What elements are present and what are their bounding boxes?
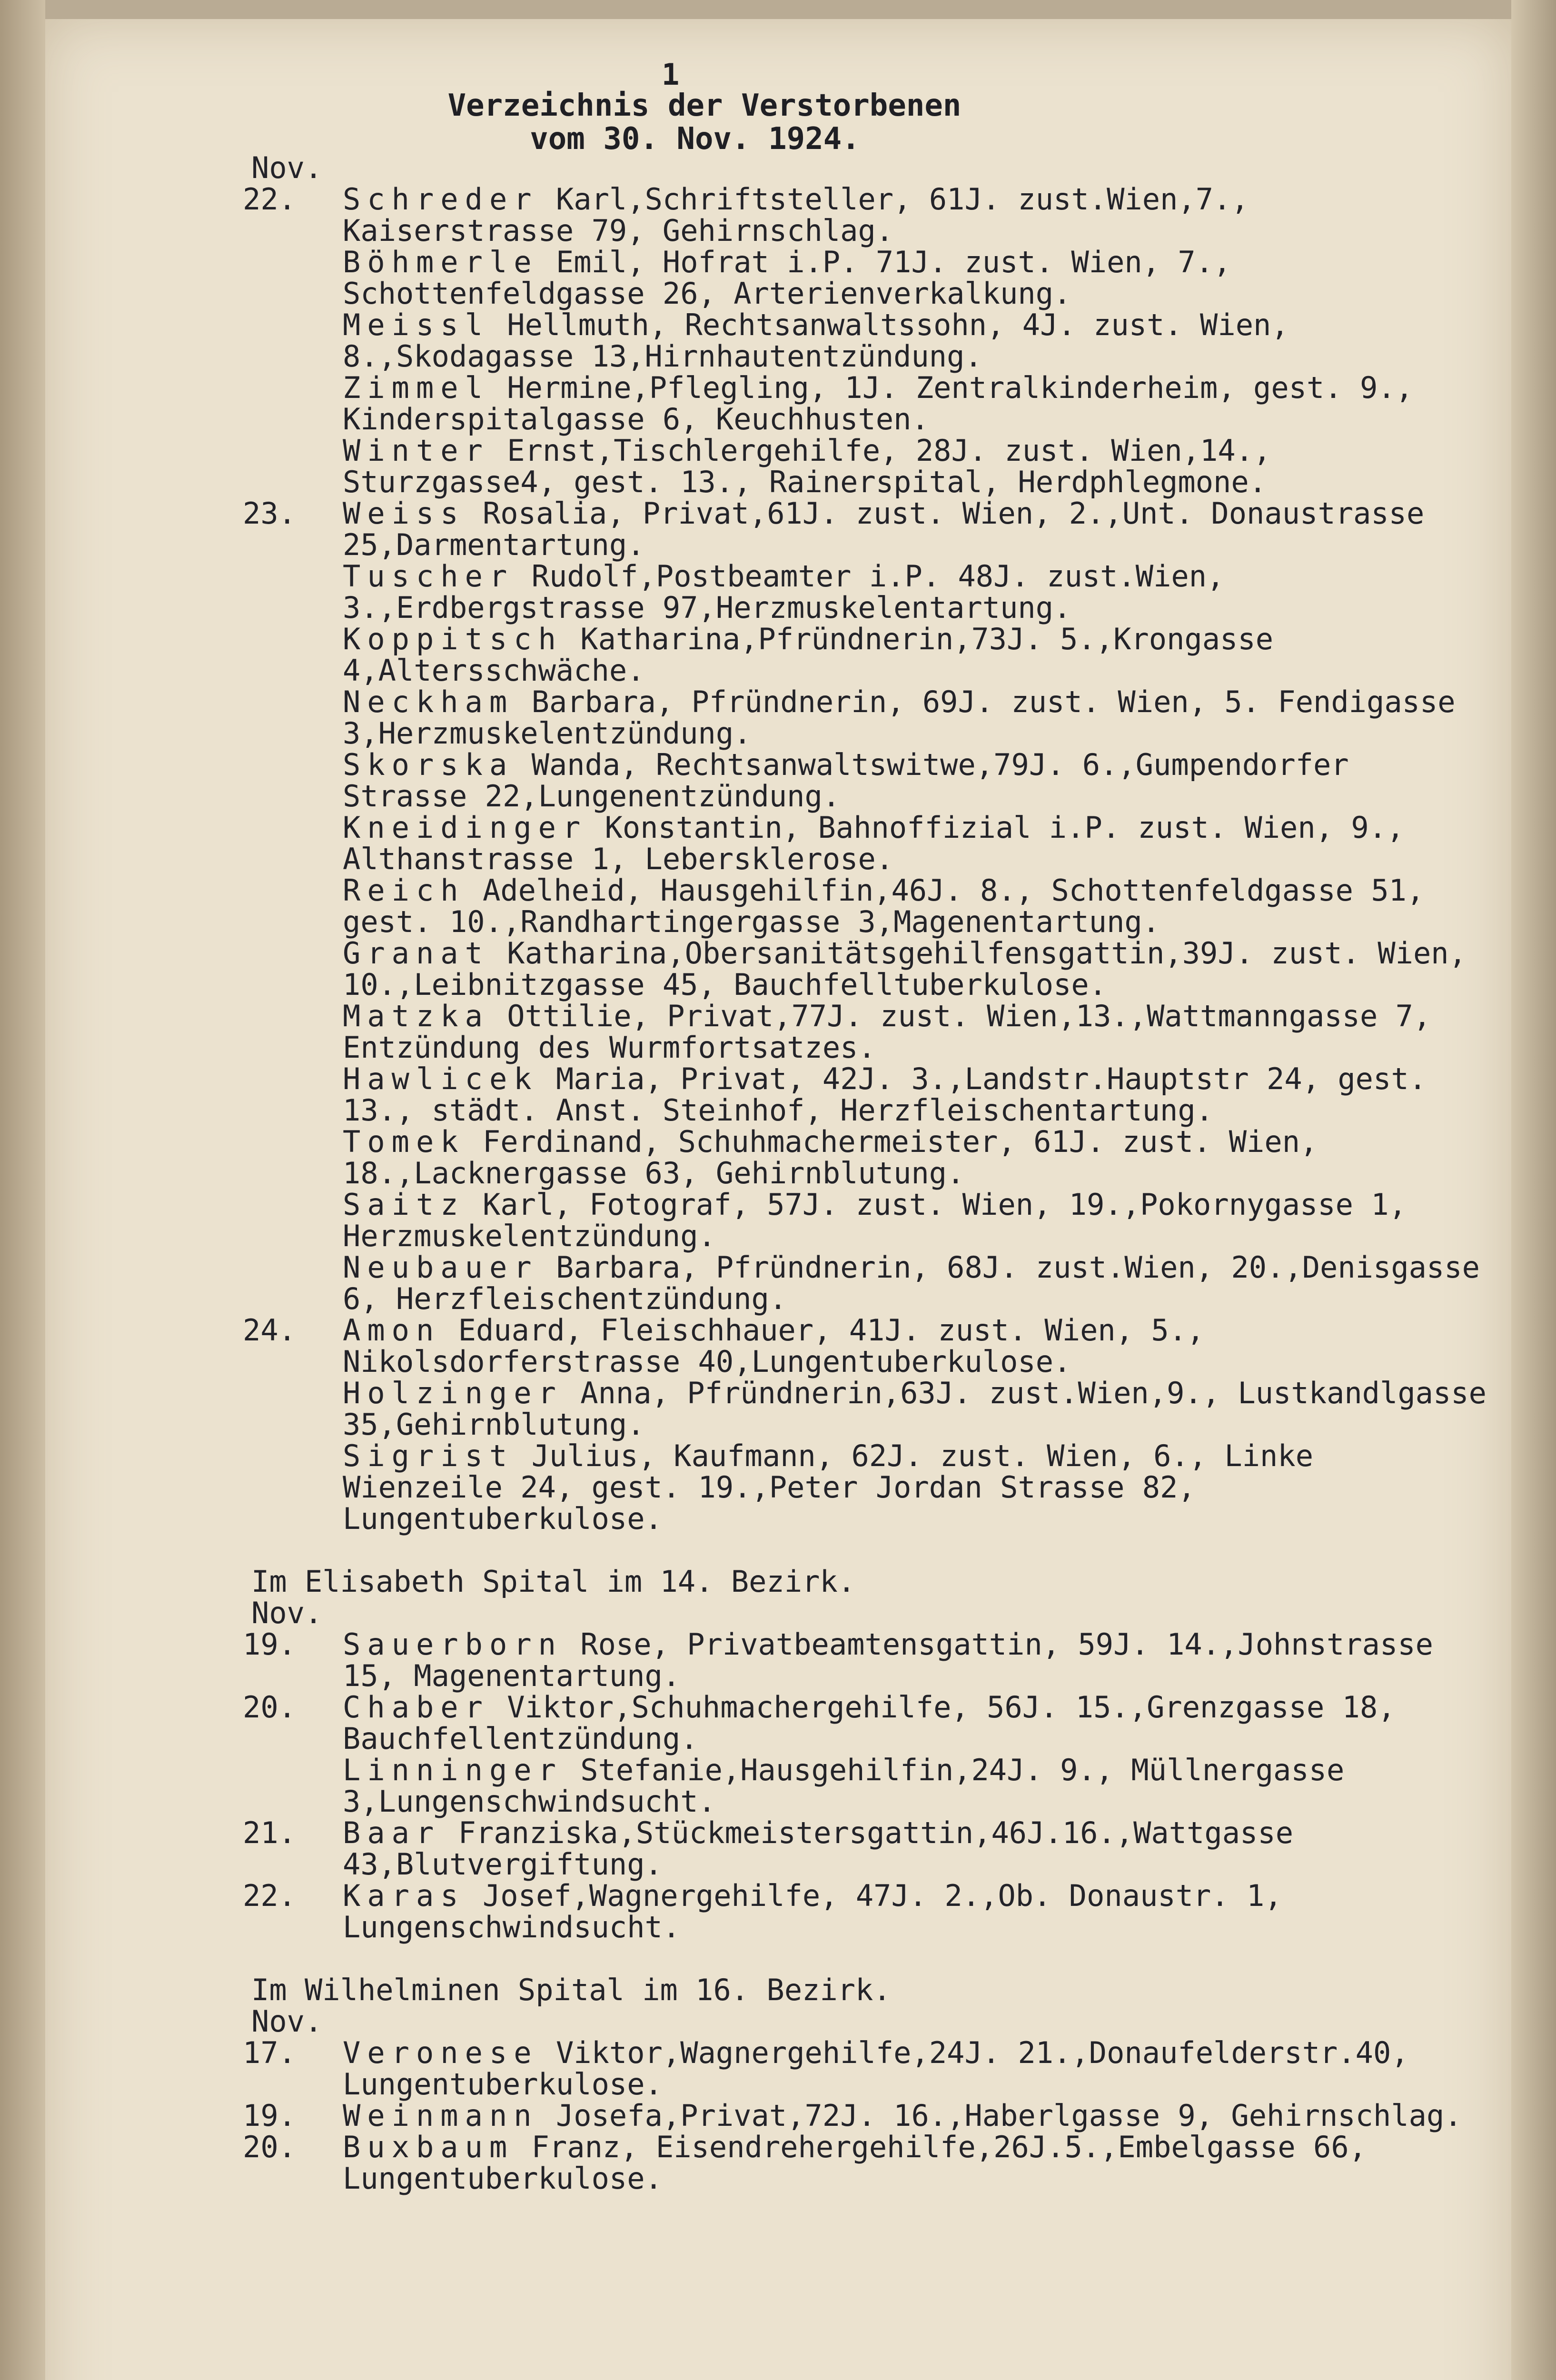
entry-date: 17. (243, 2035, 296, 2070)
register-entry (252, 1440, 1490, 1535)
section-spacer (252, 1535, 1490, 1566)
death-register (243, 150, 1505, 2196)
month-label: Nov. (251, 150, 323, 185)
entry-surname: Linninger (343, 1753, 563, 1787)
register-entry (243, 2098, 1490, 2133)
entry-surname: Weiss (343, 496, 465, 531)
register-entry (243, 496, 1490, 562)
entry-date: 24. (243, 1313, 296, 1348)
register-entry (243, 182, 1490, 248)
entry-details: Eduard, Fleischhauer, 41J. zust. Wien, 5., Nikolsdorferstrasse 40,Lungentuberkulose. (343, 1313, 1222, 1379)
entry-surname: Baar (343, 1815, 441, 1850)
entry-details: Anna, Pfründnerin,63J. zust.Wien,9., Lustkandlgasse 35,Gehirnblutung. (343, 1376, 1505, 1442)
entry-details: Viktor,Schuhmachergehilfe, 56J. 15.,Grenzgasse 18, Bauchfellentzündung. (343, 1690, 1413, 1756)
entry-details: Katharina,Obersanitätsgehilfensgattin,39J. zust. Wien, 10.,Leibnitzgasse 45, Bauchfelltuberkulose. (343, 936, 1485, 1002)
register-entry (252, 749, 1490, 812)
page-subtitle: vom 30. Nov. 1924. (530, 121, 860, 157)
entry-details: Katharina,Pfründnerin,73J. 5.,Krongasse 4,Altersschwäche. (343, 622, 1291, 688)
entry-surname: Holzinger (343, 1376, 563, 1410)
entry-date: 19. (243, 2098, 296, 2133)
register-entry (252, 1063, 1490, 1126)
register-entry (252, 372, 1490, 435)
entry-date: 20. (243, 1690, 296, 1725)
entry-surname: Amon (343, 1313, 441, 1348)
entry-details: Stefanie,Hausgehilfin,24J. 9., Müllnergasse 3,Lungenschwindsucht. (343, 1753, 1362, 1819)
register-entry (252, 435, 1490, 498)
register-entry (252, 1376, 1505, 1442)
register-entry (252, 1001, 1490, 1063)
register-entry (243, 1627, 1490, 1693)
entry-date: 23. (243, 496, 296, 531)
section-heading: Im Elisabeth Spital im 14. Bezirk. (251, 1564, 856, 1599)
entry-surname: Schreder (343, 182, 538, 217)
section-spacer (252, 1943, 1490, 1974)
register-section (243, 1535, 1490, 1944)
entry-surname: Skorska (343, 747, 514, 782)
register-entry (243, 2035, 1490, 2102)
register-section (243, 1943, 1490, 2196)
entry-surname: Sigrist (343, 1438, 514, 1473)
entry-details: Adelheid, Hausgehilfin,46J. 8., Schottenfeldgasse 51, gest. 10.,Randhartingergasse 3,Magenentartung. (343, 873, 1442, 939)
register-entry (243, 1313, 1490, 1379)
entry-surname: Zimmel (343, 370, 489, 405)
entry-details: Emil, Hofrat i.P. 71J. zust. Wien, 7., Schottenfeldgasse 26, Arterienverkalkung. (343, 245, 1249, 311)
entry-surname: Winter (343, 433, 489, 468)
register-entry (252, 1189, 1490, 1252)
entry-details: Josef,Wagnergehilfe, 47J. 2.,Ob. Donaustr. 1, Lungenschwindsucht. (343, 1878, 1300, 1944)
entry-surname: Veronese (343, 2035, 538, 2070)
section-heading: Im Wilhelminen Spital im 16. Bezirk. (251, 1973, 891, 2007)
entry-details: Maria, Privat, 42J. 3.,Landstr.Hauptstr 24, gest. 13., städt. Anst. Steinhof, Herzfleischentartung. (343, 1061, 1445, 1128)
entry-surname: Koppitsch (343, 622, 563, 656)
entry-details: Karl,Schriftsteller, 61J. zust.Wien,7., Kaiserstrasse 79, Gehirnschlag. (343, 182, 1267, 248)
entry-details: Hellmuth, Rechtsanwaltssohn, 4J. zust. Wien, 8.,Skodagasse 13,Hirnhautentzündung. (343, 307, 1307, 374)
register-entry (252, 624, 1490, 686)
register-entry (252, 1126, 1490, 1189)
entry-surname: Neubauer (343, 1250, 538, 1285)
entry-surname: Matzka (343, 999, 489, 1033)
entry-details: Karl, Fotograf, 57J. zust. Wien, 19.,Pokornygasse 1, Herzmuskelentzündung. (343, 1187, 1425, 1253)
register-entry (252, 247, 1490, 309)
entry-surname: Tomek (343, 1124, 465, 1159)
entry-surname: Sauerborn (343, 1627, 563, 1662)
entry-details: Franziska,Stückmeistersgattin,46J.16.,Wattgasse 43,Blutvergiftung. (343, 1815, 1311, 1882)
entry-details: Rosalia, Privat,61J. zust. Wien, 2.,Unt. Donaustrasse 25,Darmentartung. (343, 496, 1442, 562)
page-number: 1 (662, 57, 680, 92)
entry-surname: Karas (343, 1878, 465, 1913)
entry-details: Rose, Privatbeamtensgattin, 59J. 14.,Johnstrasse 15, Magenentartung. (343, 1627, 1451, 1693)
entry-surname: Reich (343, 873, 465, 908)
register-entry (252, 812, 1490, 875)
entry-details: Konstantin, Bahnoffizial i.P. zust. Wien, 9., Althanstrasse 1, Lebersklerose. (343, 810, 1422, 876)
entry-date: 19. (243, 1627, 296, 1662)
entry-surname: Böhmerle (343, 245, 538, 279)
entry-details: Ferdinand, Schuhmachermeister, 61J. zust. Wien, 18.,Lacknergasse 63, Gehirnblutung. (343, 1124, 1336, 1190)
entry-date: 22. (243, 1878, 296, 1913)
page-edge-right (1511, 0, 1556, 2380)
entry-surname: Weinmann (343, 2098, 538, 2133)
entry-surname: Granat (343, 936, 489, 971)
entry-details: Josefa,Privat,72J. 16.,Haberlgasse 9, Gehirnschlag. (555, 2098, 1462, 2133)
entry-date: 22. (243, 182, 296, 217)
entry-details: Ernst,Tischlergehilfe, 28J. zust. Wien,14., Sturzgasse4, gest. 13., Rainerspital, Herdphlegmone. (343, 433, 1289, 499)
entry-surname: Meissl (343, 307, 489, 342)
page-edge-left (0, 0, 45, 2380)
entry-details: Viktor,Wagnergehilfe,24J. 21.,Donaufelderstr.40, Lungentuberkulose. (343, 2035, 1427, 2102)
entry-surname: Tuscher (343, 559, 514, 594)
entry-surname: Buxbaum (343, 2130, 514, 2164)
entry-details: Wanda, Rechtsanwaltswitwe,79J. 6.,Gumpendorfer Strasse 22,Lungenentzündung. (343, 747, 1367, 813)
register-section (243, 150, 1505, 1536)
register-entry (252, 309, 1490, 372)
register-entry (252, 686, 1490, 749)
month-label: Nov. (251, 2004, 323, 2039)
entry-date: 21. (243, 1815, 296, 1850)
register-entry (243, 1690, 1490, 1756)
register-entry (243, 1815, 1490, 1882)
entry-details: Julius, Kaufmann, 62J. zust. Wien, 6., Linke Wienzeile 24, gest. 19.,Peter Jordan Strasse 82, Lungentuberkulose. (343, 1438, 1331, 1536)
entry-surname: Neckham (343, 684, 514, 719)
register-entry (252, 1755, 1490, 1817)
register-entry (252, 561, 1490, 624)
entry-surname: Chaber (343, 1690, 489, 1725)
month-label: Nov. (251, 1596, 323, 1630)
entry-date: 20. (243, 2130, 296, 2164)
entry-details: Barbara, Pfründnerin, 68J. zust.Wien, 20.,Denisgasse 6, Herzfleischentzündung. (343, 1250, 1498, 1316)
entry-surname: Kneidinger (343, 810, 587, 845)
register-entry (252, 1250, 1498, 1316)
register-entry (243, 1878, 1490, 1944)
entry-surname: Saitz (343, 1187, 465, 1222)
entry-details: Hermine,Pflegling, 1J. Zentralkinderheim, gest. 9., Kinderspitalgasse 6, Keuchhusten. (343, 370, 1431, 436)
entry-details: Franz, Eisendrehergehilfe,26J.5.,Embelgasse 66, Lungentuberkulose. (343, 2130, 1385, 2196)
entry-details: Barbara, Pfründnerin, 69J. zust. Wien, 5. Fendigasse 3,Herzmuskelentzündung. (343, 684, 1473, 751)
register-entry (252, 875, 1490, 938)
entry-surname: Hawlicek (343, 1061, 538, 1096)
page-title: Verzeichnis der Verstorbenen (447, 88, 961, 123)
register-entry (252, 938, 1490, 1001)
entry-details: Ottilie, Privat,77J. zust. Wien,13.,Wattmanngasse 7, Entzündung des Wurmfortsatzes. (343, 999, 1449, 1065)
entry-details: Rudolf,Postbeamter i.P. 48J. zust.Wien, 3.,Erdbergstrasse 97,Herzmuskelentartung. (343, 559, 1242, 625)
register-entry (243, 2130, 1490, 2196)
